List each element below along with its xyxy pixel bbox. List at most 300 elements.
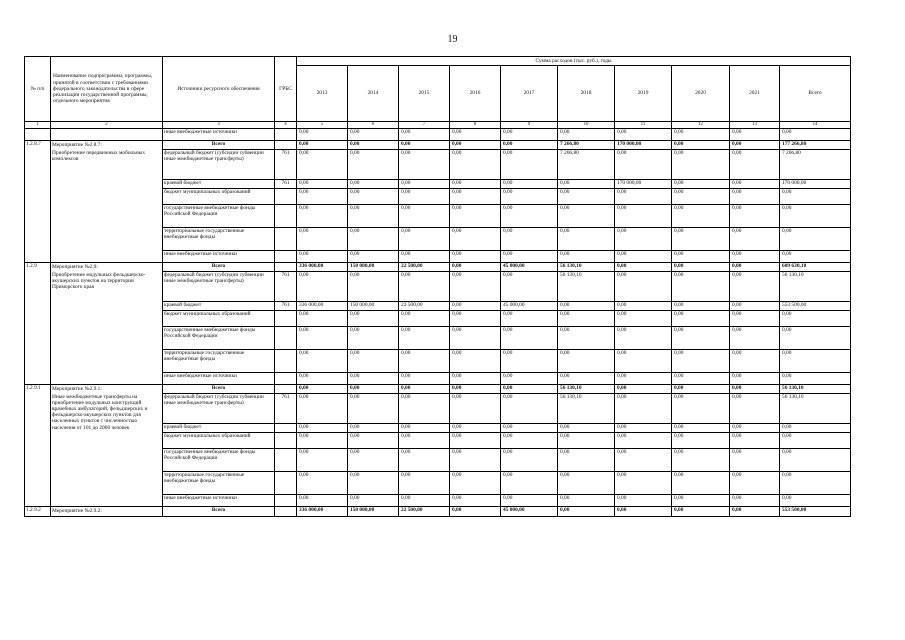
amount-cell: 0,00 <box>615 204 672 227</box>
amount-cell: 0,00 <box>672 423 730 432</box>
header-year: Всего <box>780 66 851 122</box>
amount-cell: 0,00 <box>730 372 780 384</box>
amount-cell: 0,00 <box>450 448 501 471</box>
funding-source: территориальные государственные внебюджетные фонды <box>163 471 275 494</box>
amount-cell: 0,00 <box>297 271 348 301</box>
amount-cell: 336 000,00 <box>297 301 348 310</box>
activity-name <box>51 384 163 506</box>
amount-cell: 0,00 <box>348 393 399 423</box>
amount-cell: 56 130,10 <box>780 384 851 393</box>
amount-cell: 0,00 <box>730 471 780 494</box>
amount-cell: 0,00 <box>399 384 450 393</box>
amount-cell: 0,00 <box>450 326 501 349</box>
amount-cell: 45 000,00 <box>501 262 558 271</box>
amount-cell: 22 500,00 <box>399 262 450 271</box>
amount-cell: 0,00 <box>730 250 780 262</box>
amount-cell: 0,00 <box>450 262 501 271</box>
amount-cell: 0,00 <box>672 326 730 349</box>
amount-cell: 0,00 <box>450 128 501 140</box>
amount-cell: 0,00 <box>558 506 615 516</box>
amount-cell: 0,00 <box>615 227 672 250</box>
table-row <box>25 128 851 140</box>
amount-cell: 0,00 <box>615 423 672 432</box>
row-number: 1.2.9.1 <box>25 384 51 506</box>
amount-cell: 0,00 <box>501 188 558 204</box>
amount-cell: 0,00 <box>399 140 450 149</box>
activity-title: Мероприятие №2.9.1: <box>52 385 102 392</box>
amount-cell: 0,00 <box>297 227 348 250</box>
amount-cell: 0,00 <box>558 310 615 326</box>
amount-cell: 0,00 <box>615 188 672 204</box>
funding-source: бюджет муниципальных образований <box>163 188 275 204</box>
amount-cell: 0,00 <box>348 310 399 326</box>
funding-source: федеральный бюджет (субсидии субвенции иные межбюджетные трансферты) <box>163 393 275 423</box>
amount-cell: 0,00 <box>780 432 851 448</box>
amount-cell: 0,00 <box>297 384 348 393</box>
header-index-cell: 10 <box>558 122 615 129</box>
amount-cell: 56 130,10 <box>558 384 615 393</box>
amount-cell: 609 630,10 <box>780 262 851 271</box>
funding-source: территориальные государственные внебюджетные фонды <box>163 227 275 250</box>
activity-name <box>51 506 163 516</box>
funding-source: бюджет муниципальных образований <box>163 432 275 448</box>
header-index-cell: 7 <box>399 122 450 129</box>
header-index-cell: 2 <box>51 122 163 129</box>
amount-cell: 0,00 <box>730 393 780 423</box>
header-year: 2018 <box>558 66 615 122</box>
amount-cell: 0,00 <box>399 349 450 372</box>
amount-cell: 0,00 <box>730 494 780 506</box>
amount-cell: 0,00 <box>297 310 348 326</box>
amount-cell: 0,00 <box>297 128 348 140</box>
amount-cell: 177 266,80 <box>780 140 851 149</box>
amount-cell: 0,00 <box>730 423 780 432</box>
amount-cell: 0,00 <box>297 149 348 179</box>
amount-cell: 0,00 <box>450 471 501 494</box>
amount-cell: 0,00 <box>615 506 672 516</box>
funding-source: краевой бюджет <box>163 301 275 310</box>
amount-cell: 0,00 <box>450 149 501 179</box>
amount-cell: 0,00 <box>558 179 615 188</box>
amount-cell: 150 000,00 <box>348 262 399 271</box>
amount-cell: 0,00 <box>730 204 780 227</box>
amount-cell: 0,00 <box>348 448 399 471</box>
funding-source: федеральный бюджет (субсидии субвенции иные межбюджетные трансферты) <box>163 271 275 301</box>
amount-cell: 0,00 <box>450 349 501 372</box>
funding-source: иные внебюджетные источники <box>163 494 275 506</box>
amount-cell: 0,00 <box>615 349 672 372</box>
amount-cell: 0,00 <box>672 393 730 423</box>
amount-cell: 0,00 <box>780 204 851 227</box>
amount-cell: 0,00 <box>672 149 730 179</box>
amount-cell: 0,00 <box>348 140 399 149</box>
amount-cell: 0,00 <box>501 393 558 423</box>
page-number: 19 <box>447 34 458 45</box>
funding-source: краевой бюджет <box>163 179 275 188</box>
amount-cell: 0,00 <box>348 271 399 301</box>
amount-cell: 0,00 <box>558 448 615 471</box>
amount-cell: 0,00 <box>450 227 501 250</box>
amount-cell: 0,00 <box>615 393 672 423</box>
amount-cell: 0,00 <box>672 448 730 471</box>
amount-cell: 0,00 <box>297 250 348 262</box>
amount-cell: 0,00 <box>615 128 672 140</box>
funding-source: Всего <box>163 384 275 393</box>
amount-cell: 0,00 <box>450 301 501 310</box>
activity-name <box>51 262 163 384</box>
amount-cell: 0,00 <box>780 128 851 140</box>
activity-description: Приобретение передвижных мобильных комплексов <box>52 149 146 162</box>
amount-cell: 0,00 <box>615 301 672 310</box>
amount-cell: 0,00 <box>501 432 558 448</box>
amount-cell: 0,00 <box>297 140 348 149</box>
amount-cell: 0,00 <box>348 384 399 393</box>
funding-source: территориальные государственные внебюджетные фонды <box>163 349 275 372</box>
funding-source: иные внебюджетные источники <box>163 250 275 262</box>
funding-source: Всего <box>163 262 275 271</box>
amount-cell: 0,00 <box>297 448 348 471</box>
amount-cell: 0,00 <box>780 250 851 262</box>
amount-cell: 0,00 <box>672 372 730 384</box>
amount-cell: 0,00 <box>501 128 558 140</box>
grbs-code <box>275 310 297 326</box>
amount-cell: 0,00 <box>501 179 558 188</box>
amount-cell: 0,00 <box>297 188 348 204</box>
header-index-cell: 14 <box>780 122 851 129</box>
row-number: 1.2.9.2 <box>25 506 51 516</box>
amount-cell: 0,00 <box>501 471 558 494</box>
amount-cell: 0,00 <box>348 432 399 448</box>
funding-source: иные внебюджетные источники <box>163 372 275 384</box>
amount-cell: 170 000,00 <box>615 140 672 149</box>
amount-cell: 0,00 <box>297 179 348 188</box>
grbs-code: 761 <box>275 179 297 188</box>
activity-title: Мероприятие №2.8.7: <box>52 141 102 148</box>
amount-cell: 0,00 <box>348 128 399 140</box>
amount-cell: 0,00 <box>297 423 348 432</box>
activity-description: Иные межбюджетные трансферты на приобретение модульных конструкций врачебных амбулаторий, фельдшерских и фельдшерско-акушерских пунктов для населенных пунктов с численностью населения от 101 до 2000 человек <box>52 393 148 431</box>
total-row <box>25 506 851 516</box>
header-year: 2020 <box>672 66 730 122</box>
amount-cell: 0,00 <box>399 494 450 506</box>
amount-cell: 0,00 <box>399 432 450 448</box>
total-row <box>25 140 851 149</box>
header-index-cell: 11 <box>615 122 672 129</box>
row-number <box>25 128 51 140</box>
amount-cell: 0,00 <box>615 471 672 494</box>
grbs-code: 761 <box>275 301 297 310</box>
header-name: Наименование подпрограммы, программы, принятой в соответствии с требованиями федерального законодательства в сфере реализации государственной программы, отдельного мероприятия <box>51 57 163 122</box>
amount-cell: 56 130,10 <box>780 393 851 423</box>
header-index-cell: 6 <box>348 122 399 129</box>
amount-cell: 553 500,00 <box>780 301 851 310</box>
funding-source: бюджет муниципальных образований <box>163 310 275 326</box>
header-sum: Сумма расходов (тыс. руб.), годы <box>297 57 851 66</box>
header-year: 2016 <box>450 66 501 122</box>
amount-cell: 0,00 <box>730 301 780 310</box>
amount-cell: 0,00 <box>615 494 672 506</box>
header-num: № п/п <box>25 57 51 122</box>
grbs-code <box>275 326 297 349</box>
amount-cell: 0,00 <box>730 384 780 393</box>
amount-cell: 0,00 <box>399 128 450 140</box>
amount-cell: 0,00 <box>672 250 730 262</box>
grbs-code <box>275 204 297 227</box>
amount-cell: 0,00 <box>399 227 450 250</box>
amount-cell: 0,00 <box>558 432 615 448</box>
row-number: 1.2.9 <box>25 262 51 384</box>
amount-cell: 0,00 <box>558 494 615 506</box>
header-index-cell: 5 <box>297 122 348 129</box>
grbs-code <box>275 372 297 384</box>
amount-cell: 0,00 <box>297 471 348 494</box>
table-body <box>25 128 851 516</box>
amount-cell: 0,00 <box>730 271 780 301</box>
amount-cell: 150 000,00 <box>348 301 399 310</box>
header-index-cell: 1 <box>25 122 51 129</box>
amount-cell: 0,00 <box>450 310 501 326</box>
amount-cell: 0,00 <box>730 140 780 149</box>
header-index-cell: 13 <box>730 122 780 129</box>
amount-cell: 0,00 <box>348 471 399 494</box>
amount-cell: 0,00 <box>450 271 501 301</box>
header-index-cell: 8 <box>450 122 501 129</box>
amount-cell: 0,00 <box>558 250 615 262</box>
amount-cell: 0,00 <box>399 310 450 326</box>
amount-cell: 0,00 <box>348 204 399 227</box>
amount-cell: 0,00 <box>501 448 558 471</box>
amount-cell: 0,00 <box>297 494 348 506</box>
amount-cell: 0,00 <box>615 262 672 271</box>
header-source: Источники ресурсного обеспечения <box>163 57 275 122</box>
grbs-code: 761 <box>275 271 297 301</box>
amount-cell: 336 000,00 <box>297 506 348 516</box>
amount-cell: 0,00 <box>615 432 672 448</box>
amount-cell: 0,00 <box>399 471 450 494</box>
header-year: 2015 <box>399 66 450 122</box>
activity-name <box>51 140 163 262</box>
amount-cell: 0,00 <box>501 384 558 393</box>
amount-cell: 7 266,80 <box>780 149 851 179</box>
amount-cell: 22 500,00 <box>399 506 450 516</box>
activity-name <box>51 128 163 140</box>
amount-cell: 0,00 <box>297 393 348 423</box>
header-index-cell: 3 <box>163 122 275 129</box>
funding-source: Всего <box>163 140 275 149</box>
amount-cell: 0,00 <box>615 372 672 384</box>
amount-cell: 0,00 <box>730 448 780 471</box>
funding-source: краевой бюджет <box>163 423 275 432</box>
amount-cell: 0,00 <box>558 227 615 250</box>
amount-cell: 170 000,00 <box>780 179 851 188</box>
amount-cell: 0,00 <box>558 471 615 494</box>
amount-cell: 0,00 <box>730 188 780 204</box>
amount-cell: 0,00 <box>348 423 399 432</box>
grbs-code <box>275 349 297 372</box>
grbs-code <box>275 128 297 140</box>
grbs-code <box>275 423 297 432</box>
amount-cell: 45 000,00 <box>501 301 558 310</box>
grbs-code <box>275 250 297 262</box>
amount-cell: 0,00 <box>450 384 501 393</box>
funding-source: государственные внебюджетные фонды Российской Федерации <box>163 448 275 471</box>
amount-cell: 0,00 <box>501 149 558 179</box>
amount-cell: 0,00 <box>348 179 399 188</box>
amount-cell: 0,00 <box>730 149 780 179</box>
amount-cell: 0,00 <box>672 188 730 204</box>
amount-cell: 0,00 <box>558 423 615 432</box>
activity-title: Мероприятие №2.9.2: <box>52 507 102 514</box>
table-header <box>25 57 851 129</box>
amount-cell: 0,00 <box>730 349 780 372</box>
amount-cell: 0,00 <box>297 432 348 448</box>
amount-cell: 0,00 <box>450 204 501 227</box>
amount-cell: 0,00 <box>399 326 450 349</box>
amount-cell: 0,00 <box>615 149 672 179</box>
header-year: 2021 <box>730 66 780 122</box>
amount-cell: 0,00 <box>399 372 450 384</box>
amount-cell: 0,00 <box>399 188 450 204</box>
funding-source: федеральный бюджет (субсидии субвенции иные межбюджетные трансферты) <box>163 149 275 179</box>
amount-cell: 0,00 <box>730 310 780 326</box>
amount-cell: 0,00 <box>730 128 780 140</box>
row-number: 1.2.8.7 <box>25 140 51 262</box>
amount-cell: 0,00 <box>348 227 399 250</box>
header-year: 2019 <box>615 66 672 122</box>
amount-cell: 56 130,10 <box>558 262 615 271</box>
amount-cell: 0,00 <box>450 432 501 448</box>
amount-cell: 56 130,10 <box>558 393 615 423</box>
grbs-code <box>275 506 297 516</box>
amount-cell: 0,00 <box>615 271 672 301</box>
amount-cell: 0,00 <box>672 494 730 506</box>
amount-cell: 0,00 <box>672 301 730 310</box>
amount-cell: 0,00 <box>348 250 399 262</box>
amount-cell: 0,00 <box>450 179 501 188</box>
funding-source: Всего <box>163 506 275 516</box>
grbs-code <box>275 448 297 471</box>
amount-cell: 0,00 <box>672 271 730 301</box>
amount-cell: 0,00 <box>450 250 501 262</box>
amount-cell: 0,00 <box>501 310 558 326</box>
amount-cell: 0,00 <box>672 471 730 494</box>
total-row <box>25 384 851 393</box>
grbs-code <box>275 494 297 506</box>
amount-cell: 0,00 <box>399 271 450 301</box>
amount-cell: 56 130,10 <box>780 271 851 301</box>
header-index-cell: 12 <box>672 122 730 129</box>
amount-cell: 0,00 <box>615 250 672 262</box>
amount-cell: 0,00 <box>348 372 399 384</box>
amount-cell: 0,00 <box>450 188 501 204</box>
amount-cell: 0,00 <box>501 271 558 301</box>
amount-cell: 0,00 <box>615 384 672 393</box>
amount-cell: 0,00 <box>780 326 851 349</box>
amount-cell: 0,00 <box>730 262 780 271</box>
amount-cell: 0,00 <box>399 179 450 188</box>
amount-cell: 0,00 <box>780 423 851 432</box>
grbs-code <box>275 384 297 393</box>
amount-cell: 0,00 <box>399 423 450 432</box>
amount-cell: 0,00 <box>297 204 348 227</box>
amount-cell: 0,00 <box>672 128 730 140</box>
amount-cell: 7 266,80 <box>558 149 615 179</box>
amount-cell: 0,00 <box>450 423 501 432</box>
amount-cell: 0,00 <box>615 310 672 326</box>
amount-cell: 150 000,00 <box>348 506 399 516</box>
amount-cell: 0,00 <box>558 301 615 310</box>
amount-cell: 0,00 <box>730 179 780 188</box>
amount-cell: 0,00 <box>672 384 730 393</box>
amount-cell: 0,00 <box>501 372 558 384</box>
total-row <box>25 262 851 271</box>
amount-cell: 0,00 <box>501 494 558 506</box>
amount-cell: 0,00 <box>501 227 558 250</box>
amount-cell: 0,00 <box>672 204 730 227</box>
amount-cell: 0,00 <box>558 349 615 372</box>
amount-cell: 0,00 <box>450 393 501 423</box>
amount-cell: 0,00 <box>297 372 348 384</box>
header-grbs: ГРБС <box>275 57 297 122</box>
amount-cell: 0,00 <box>348 494 399 506</box>
amount-cell: 0,00 <box>558 204 615 227</box>
amount-cell: 0,00 <box>348 188 399 204</box>
amount-cell: 22 500,00 <box>399 301 450 310</box>
amount-cell: 0,00 <box>501 140 558 149</box>
header-year: 2017 <box>501 66 558 122</box>
grbs-code: 761 <box>275 149 297 179</box>
funding-source: государственные внебюджетные фонды Российской Федерации <box>163 326 275 349</box>
activity-description: Приобретение модульных фельдшерско-акушерских пунктов на территории Приморского края <box>52 271 146 290</box>
amount-cell: 0,00 <box>558 188 615 204</box>
amount-cell: 0,00 <box>730 506 780 516</box>
amount-cell: 0,00 <box>780 227 851 250</box>
amount-cell: 0,00 <box>672 310 730 326</box>
amount-cell: 56 130,10 <box>558 271 615 301</box>
amount-cell: 336 000,00 <box>297 262 348 271</box>
grbs-code: 761 <box>275 393 297 423</box>
amount-cell: 0,00 <box>501 423 558 432</box>
amount-cell: 0,00 <box>730 432 780 448</box>
amount-cell: 0,00 <box>780 372 851 384</box>
amount-cell: 0,00 <box>615 448 672 471</box>
header-index-cell: 4 <box>275 122 297 129</box>
amount-cell: 0,00 <box>348 349 399 372</box>
amount-cell: 0,00 <box>558 326 615 349</box>
amount-cell: 0,00 <box>399 250 450 262</box>
header-index-cell: 9 <box>501 122 558 129</box>
activity-title: Мероприятие №2.9: <box>52 263 98 270</box>
grbs-code <box>275 471 297 494</box>
header-year: 2014 <box>348 66 399 122</box>
amount-cell: 0,00 <box>672 227 730 250</box>
amount-cell: 170 000,00 <box>615 179 672 188</box>
amount-cell: 0,00 <box>450 494 501 506</box>
amount-cell: 0,00 <box>672 349 730 372</box>
amount-cell: 0,00 <box>348 326 399 349</box>
amount-cell: 0,00 <box>672 262 730 271</box>
amount-cell: 0,00 <box>780 349 851 372</box>
funding-source: государственные внебюджетные фонды Российской Федерации <box>163 204 275 227</box>
amount-cell: 0,00 <box>450 372 501 384</box>
amount-cell: 0,00 <box>501 326 558 349</box>
amount-cell: 553 500,00 <box>780 506 851 516</box>
amount-cell: 0,00 <box>558 128 615 140</box>
amount-cell: 0,00 <box>780 188 851 204</box>
amount-cell: 0,00 <box>450 506 501 516</box>
amount-cell: 0,00 <box>730 326 780 349</box>
amount-cell: 0,00 <box>297 326 348 349</box>
